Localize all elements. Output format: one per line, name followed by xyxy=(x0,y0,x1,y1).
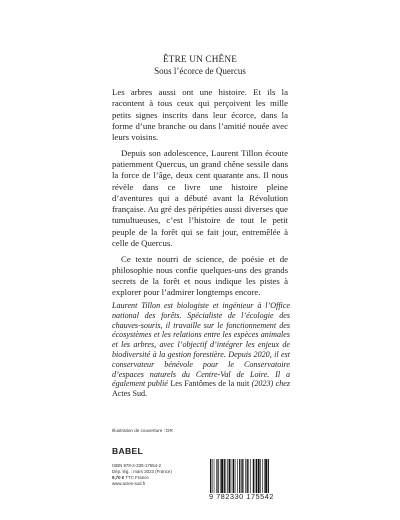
barcode-number: 9 782330 175542 xyxy=(209,492,274,501)
price-suffix: TTC France xyxy=(125,474,149,480)
book-title: ÊTRE UN CHÊNE xyxy=(162,54,238,64)
author-other-book-title: Les Fantômes de la nuit xyxy=(170,379,250,389)
legal-deposit: Dép. lég. : mars 2023 (France) xyxy=(112,468,172,474)
author-bio-publisher: Actes Sud. xyxy=(112,389,148,399)
blurb-paragraph-2: Depuis son adolescence, Laurent Tillon écoute patiemment Quercus, un grand chêne sessile dans la force de l’âge, deux cent quarante ans. Il nous révèle dans ce livre une histoire pleine d’aventures qui a débuté avant la Révolution française. Au gré des péripéties aussi diverses que tumultueuses, c’est l’histoire de tout le petit peuple de la forêt qui se fait jour, entremêlée à celle de Quercus. xyxy=(112,147,288,248)
publisher-logo: BABEL xyxy=(112,446,144,456)
isbn: ISBN 978-2-330-17554-2 xyxy=(112,463,162,468)
author-other-book-year: (2023) xyxy=(251,379,274,389)
barcode xyxy=(209,459,291,493)
legal-info xyxy=(112,463,172,487)
author-bio-connector: chez xyxy=(275,379,291,389)
barcode-graphic xyxy=(209,459,291,493)
author-bio-text: Laurent Tillon est biologiste et ingénieur à l’Office national des forêts. Spécialiste de l’écologie des chauves-souris, il travaille sur le fonctionnement des écosystèmes et les relations entre les espèces animales et les arbres, avec l’objectif d’intégrer les enjeux de biodiversité à la gestion forestière. Depuis 2020, il est conservateur bénévole pour le Conservatoire d’espaces naturels du Centre-Val de Loire. Il a également publié xyxy=(112,301,290,389)
cover-credit: Illustration de couverture : DR xyxy=(112,428,173,433)
blurb-paragraph-1: Les arbres aussi ont une histoire. Et ils la racontent à tous ceux qui perçoivent les mille petits signes inscrits dans leur écorce, dans la forme d’une branche ou dans l’amitié nouée avec leurs voisins. xyxy=(112,87,288,142)
blurb xyxy=(112,87,288,303)
author-bio xyxy=(112,301,290,399)
price: 9,70 € xyxy=(112,474,125,480)
website: www.actes-sud.fr xyxy=(112,480,146,486)
blurb-paragraph-3: Ce texte nourri de science, de poésie et de philosophie nous confie quelques-uns des grands secrets de la forêt et nous indique les pistes à explorer pour l’admirer longtemps encore. xyxy=(112,253,288,298)
book-subtitle: Sous l’écorce de Quercus xyxy=(154,66,246,76)
